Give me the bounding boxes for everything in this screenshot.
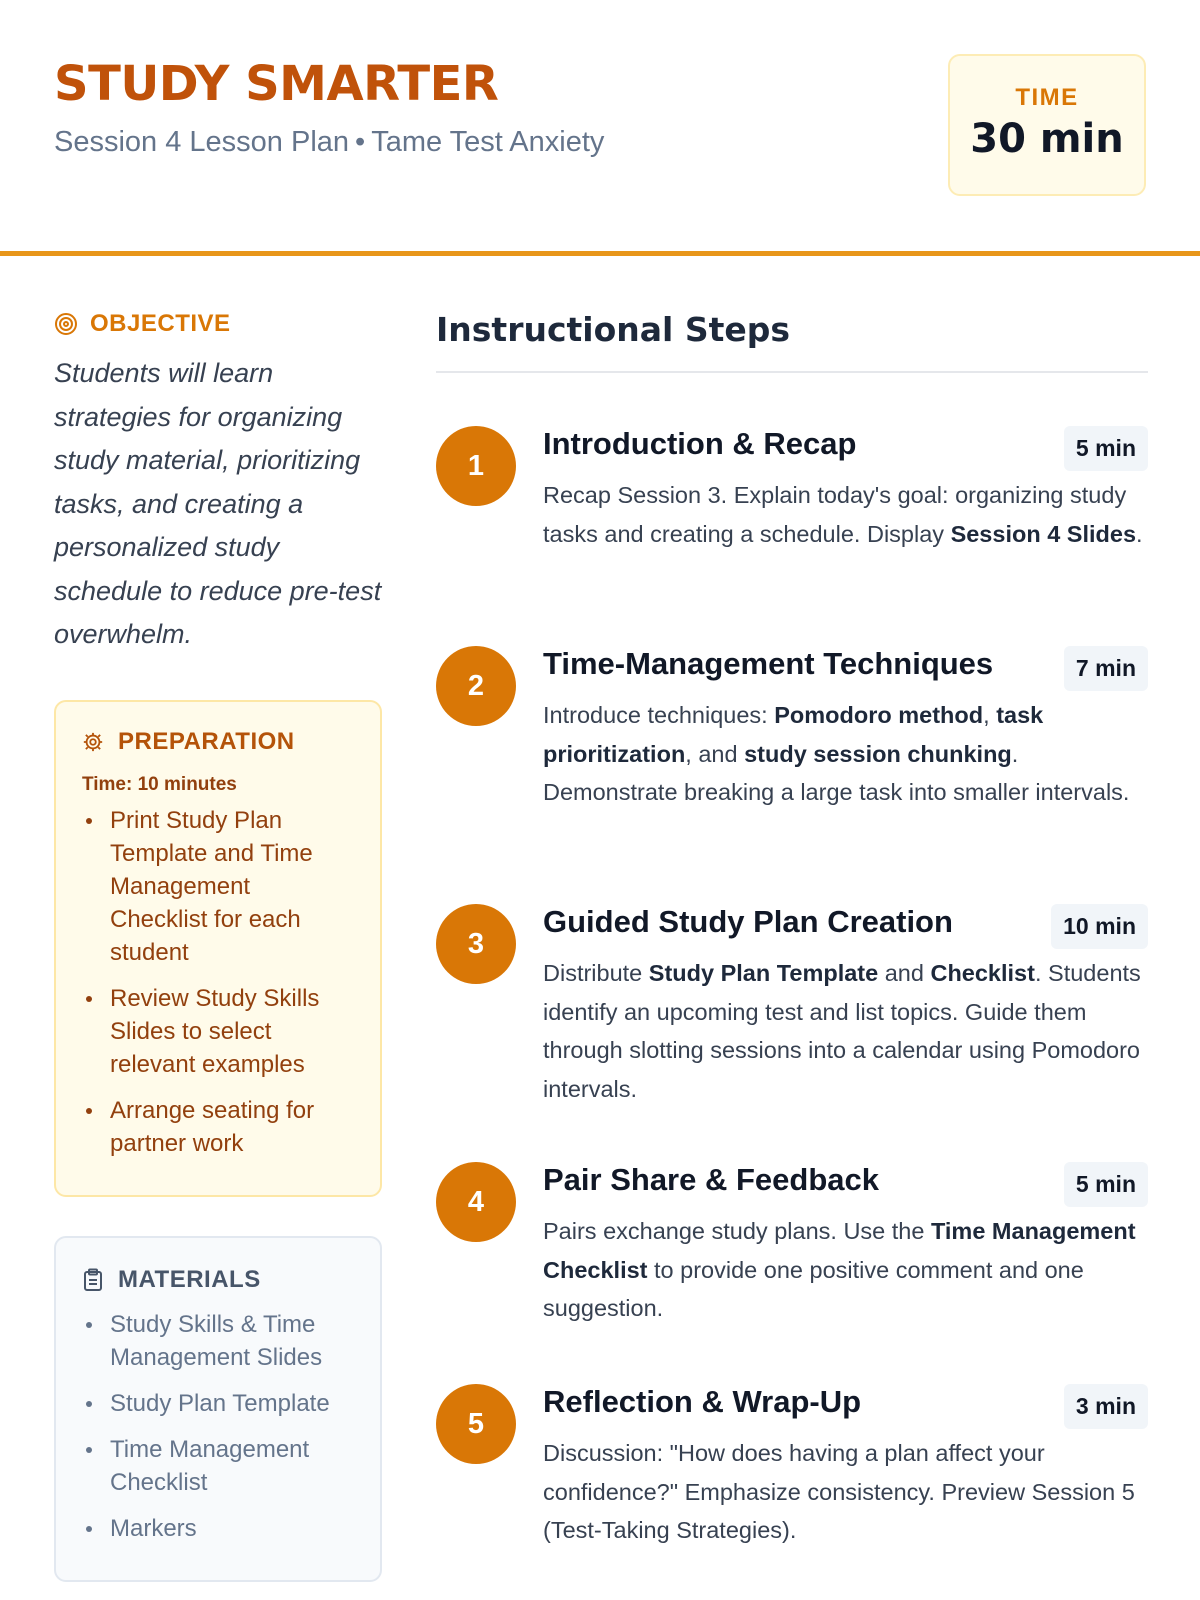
step-number: 4 — [436, 1162, 516, 1242]
step-title: Pair Share & Feedback — [543, 1162, 879, 1197]
clipboard-icon — [82, 1268, 104, 1292]
description-text: Recap Session 3. Explain today's goal: organizing study tasks and creating a schedule. Display — [543, 482, 1127, 547]
step-description — [543, 696, 1148, 812]
step-duration-badge: 3 min — [1064, 1384, 1148, 1429]
description-text: to provide one positive comment and one suggestion. — [543, 1256, 1084, 1321]
step-title: Guided Study Plan Creation — [543, 904, 953, 939]
step-number: 5 — [436, 1384, 516, 1464]
preparation-time: Time: 10 minutes — [82, 774, 237, 795]
emphasis-text: Pomodoro method — [774, 702, 984, 728]
emphasis-text: Checklist — [930, 960, 1035, 986]
step-number: 1 — [436, 426, 516, 506]
lesson-subtitle — [54, 126, 604, 159]
step-description — [543, 1434, 1148, 1550]
step-duration-badge: 10 min — [1051, 904, 1148, 949]
objective-section — [54, 310, 382, 657]
emphasis-text: task prioritization — [543, 702, 1044, 767]
description-text: Introduce techniques: — [543, 702, 775, 728]
emphasis-text: Time Management Checklist — [543, 1218, 1136, 1283]
step-duration-badge: 7 min — [1064, 646, 1148, 691]
steps-heading: Instructional Steps — [436, 310, 1148, 373]
materials-label: MATERIALS — [118, 1266, 261, 1293]
preparation-list — [82, 804, 354, 1160]
objective-label: OBJECTIVE — [90, 310, 231, 337]
list-item: Time Management Checklist — [82, 1433, 354, 1499]
objective-text: Students will learn strategies for organizing study material, prioritizing tasks, and creating a personalized study schedule to reduce pre-test overwhelm. — [54, 358, 382, 649]
total-time-label: TIME — [1015, 84, 1079, 111]
step-description — [543, 1212, 1148, 1328]
target-icon — [54, 312, 78, 336]
list-item: Arrange seating for partner work — [82, 1094, 354, 1160]
description-text: . — [1136, 520, 1143, 547]
step-title: Time-Management Techniques — [543, 646, 994, 681]
list-item: Study Skills & Time Management Slides — [82, 1308, 354, 1374]
step-title: Reflection & Wrap-Up — [543, 1384, 862, 1419]
description-text: , — [983, 702, 997, 728]
subtitle-separator: • — [355, 126, 366, 158]
materials-header — [82, 1266, 354, 1294]
page-header — [0, 0, 1200, 256]
gear-icon — [82, 731, 104, 753]
step-number: 3 — [436, 904, 516, 984]
step-description — [543, 954, 1148, 1108]
list-item: Markers — [82, 1512, 354, 1545]
description-text: and — [878, 960, 931, 986]
steps-section — [436, 310, 1148, 373]
description-text: . Students identify an upcoming test and list topics. Guide them through slotting sessions into a calendar using Pomodoro intervals. — [543, 960, 1141, 1102]
page-title: STUDY SMARTER — [54, 56, 499, 112]
step-duration-badge: 5 min — [1064, 426, 1148, 471]
description-text: Pairs exchange study plans. Use the — [543, 1218, 931, 1244]
emphasis-text: Study Plan Template — [648, 960, 879, 986]
description-text: Discussion: "How does having a plan affect your confidence?" Emphasize consistency. Preview Session 5 (Test-Taking Strategies). — [543, 1440, 1135, 1543]
total-time-card — [948, 54, 1146, 196]
topic-label: Tame Test Anxiety — [371, 126, 605, 158]
preparation-card — [54, 700, 382, 1197]
list-item: Study Plan Template — [82, 1387, 354, 1420]
materials-list — [82, 1308, 354, 1545]
description-text: , and — [685, 740, 745, 767]
description-text: Distribute — [543, 960, 649, 986]
materials-card — [54, 1236, 382, 1582]
step-number: 2 — [436, 646, 516, 726]
description-text: . Demonstrate breaking a large task into smaller intervals. — [543, 740, 1130, 805]
list-item: Review Study Skills Slides to select relevant examples — [82, 982, 354, 1081]
step-duration-badge: 5 min — [1064, 1162, 1148, 1207]
objective-header — [54, 310, 382, 338]
list-item: Print Study Plan Template and Time Management Checklist for each student — [82, 804, 354, 969]
emphasis-text: study session chunking — [744, 740, 1012, 767]
step-title: Introduction & Recap — [543, 426, 857, 461]
session-label: Session 4 Lesson Plan — [54, 126, 350, 158]
total-time-value: 30 min — [970, 116, 1124, 162]
step-description — [543, 476, 1148, 553]
preparation-label: PREPARATION — [118, 728, 295, 755]
preparation-header — [82, 728, 354, 756]
emphasis-text: Session 4 Slides — [950, 520, 1137, 547]
